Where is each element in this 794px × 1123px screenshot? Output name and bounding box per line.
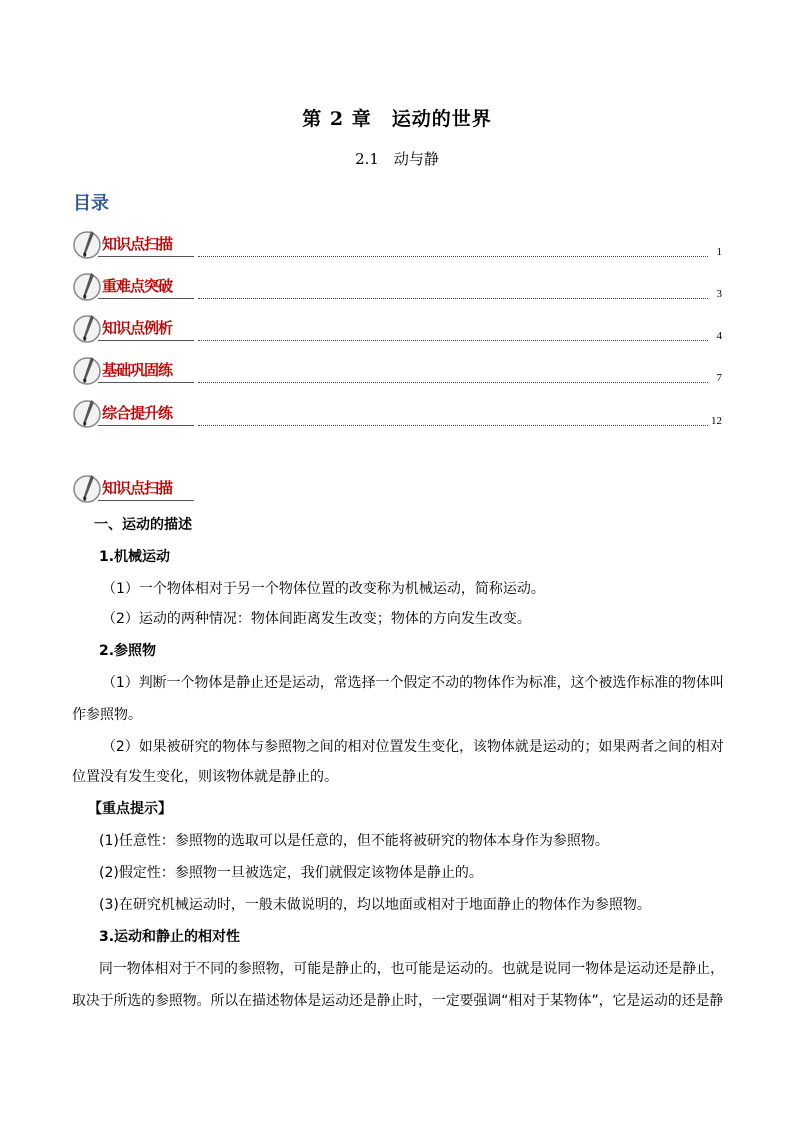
divider (98, 425, 194, 426)
heading-relativity: 3.运动和静止的相对性 (99, 929, 241, 945)
paragraph: （2）如果被研究的物体与参照物之间的相对位置发生变化，该物体就是运动的；如果两者之间的相对 (102, 739, 724, 755)
paragraph: （1）判断一个物体是静止还是运动，常选择一个假定不动的物体作为标准，这个被选作标准的物体叫 (102, 675, 724, 691)
heading-key-tips: 【重点提示】 (88, 801, 172, 817)
toc-badge-label: 综合提升练 (102, 404, 173, 422)
toc-page-number: 1 (716, 246, 722, 258)
toc-badge-label: 重难点突破 (102, 277, 173, 295)
toc-leader-dots (198, 382, 708, 383)
heading-mechanical-motion: 1.机械运动 (99, 549, 171, 565)
toc-badge-label: 知识点扫描 (102, 235, 173, 253)
toc-page-number: 4 (716, 330, 722, 342)
toc-badge (72, 397, 196, 429)
toc-badge (72, 270, 196, 302)
toc-entry-advanced-practice[interactable] (72, 397, 722, 431)
toc-entry-basic-practice[interactable] (72, 354, 722, 388)
toc-page-number: 3 (716, 288, 722, 300)
toc-badge (72, 228, 196, 260)
toc-page-number: 7 (716, 372, 722, 384)
paragraph: (3)在研究机械运动时，一般未做说明的，均以地面或相对于地面静止的物体作为参照物。 (99, 897, 651, 913)
chapter-title: 第 2 章 运动的世界 (302, 108, 492, 130)
paragraph: (1)任意性：参照物的选取可以是任意的，但不能将被研究的物体本身作为参照物。 (99, 833, 609, 849)
toc-heading: 目录 (73, 193, 109, 214)
paragraph: 同一物体相对于不同的参照物，可能是静止的，也可能是运动的。也就是说同一物体是运动还是静止， (99, 961, 724, 977)
divider (98, 500, 194, 501)
section-title: 2.1 动与静 (355, 150, 439, 168)
toc-badge-label: 知识点例析 (102, 319, 173, 337)
divider (98, 298, 194, 299)
paragraph: 取决于所选的参照物。所以在描述物体是运动还是静止时，一定要强调“相对于某物体”，它是运动的还是静 (72, 993, 724, 1009)
toc-leader-dots (198, 425, 708, 426)
section-badge (72, 472, 196, 504)
divider (98, 382, 194, 383)
toc-leader-dots (198, 340, 708, 341)
heading-motion-description: 一、运动的描述 (94, 517, 192, 533)
section-badge-label: 知识点扫描 (102, 479, 173, 497)
divider (98, 340, 194, 341)
toc-entry-key-points[interactable] (72, 270, 722, 304)
toc-badge-label: 基础巩固练 (102, 361, 173, 379)
toc-badge (72, 354, 196, 386)
heading-reference-object: 2.参照物 (99, 643, 157, 659)
paragraph: (2)假定性：参照物一旦被选定，我们就假定该物体是静止的。 (99, 865, 483, 881)
paragraph: （2）运动的两种情况：物体间距离发生改变；物体的方向发生改变。 (102, 611, 531, 627)
toc-entry-knowledge-scan[interactable] (72, 228, 722, 262)
toc-page-number: 12 (711, 415, 722, 427)
paragraph: 作参照物。 (72, 707, 142, 723)
divider (98, 256, 194, 257)
toc-leader-dots (198, 298, 708, 299)
toc-entry-examples[interactable] (72, 312, 722, 346)
paragraph: （1）一个物体相对于另一个物体位置的改变称为机械运动，简称运动。 (102, 581, 545, 597)
toc-leader-dots (198, 256, 708, 257)
toc-badge (72, 312, 196, 344)
paragraph: 位置没有发生变化，则该物体就是静止的。 (72, 769, 338, 785)
